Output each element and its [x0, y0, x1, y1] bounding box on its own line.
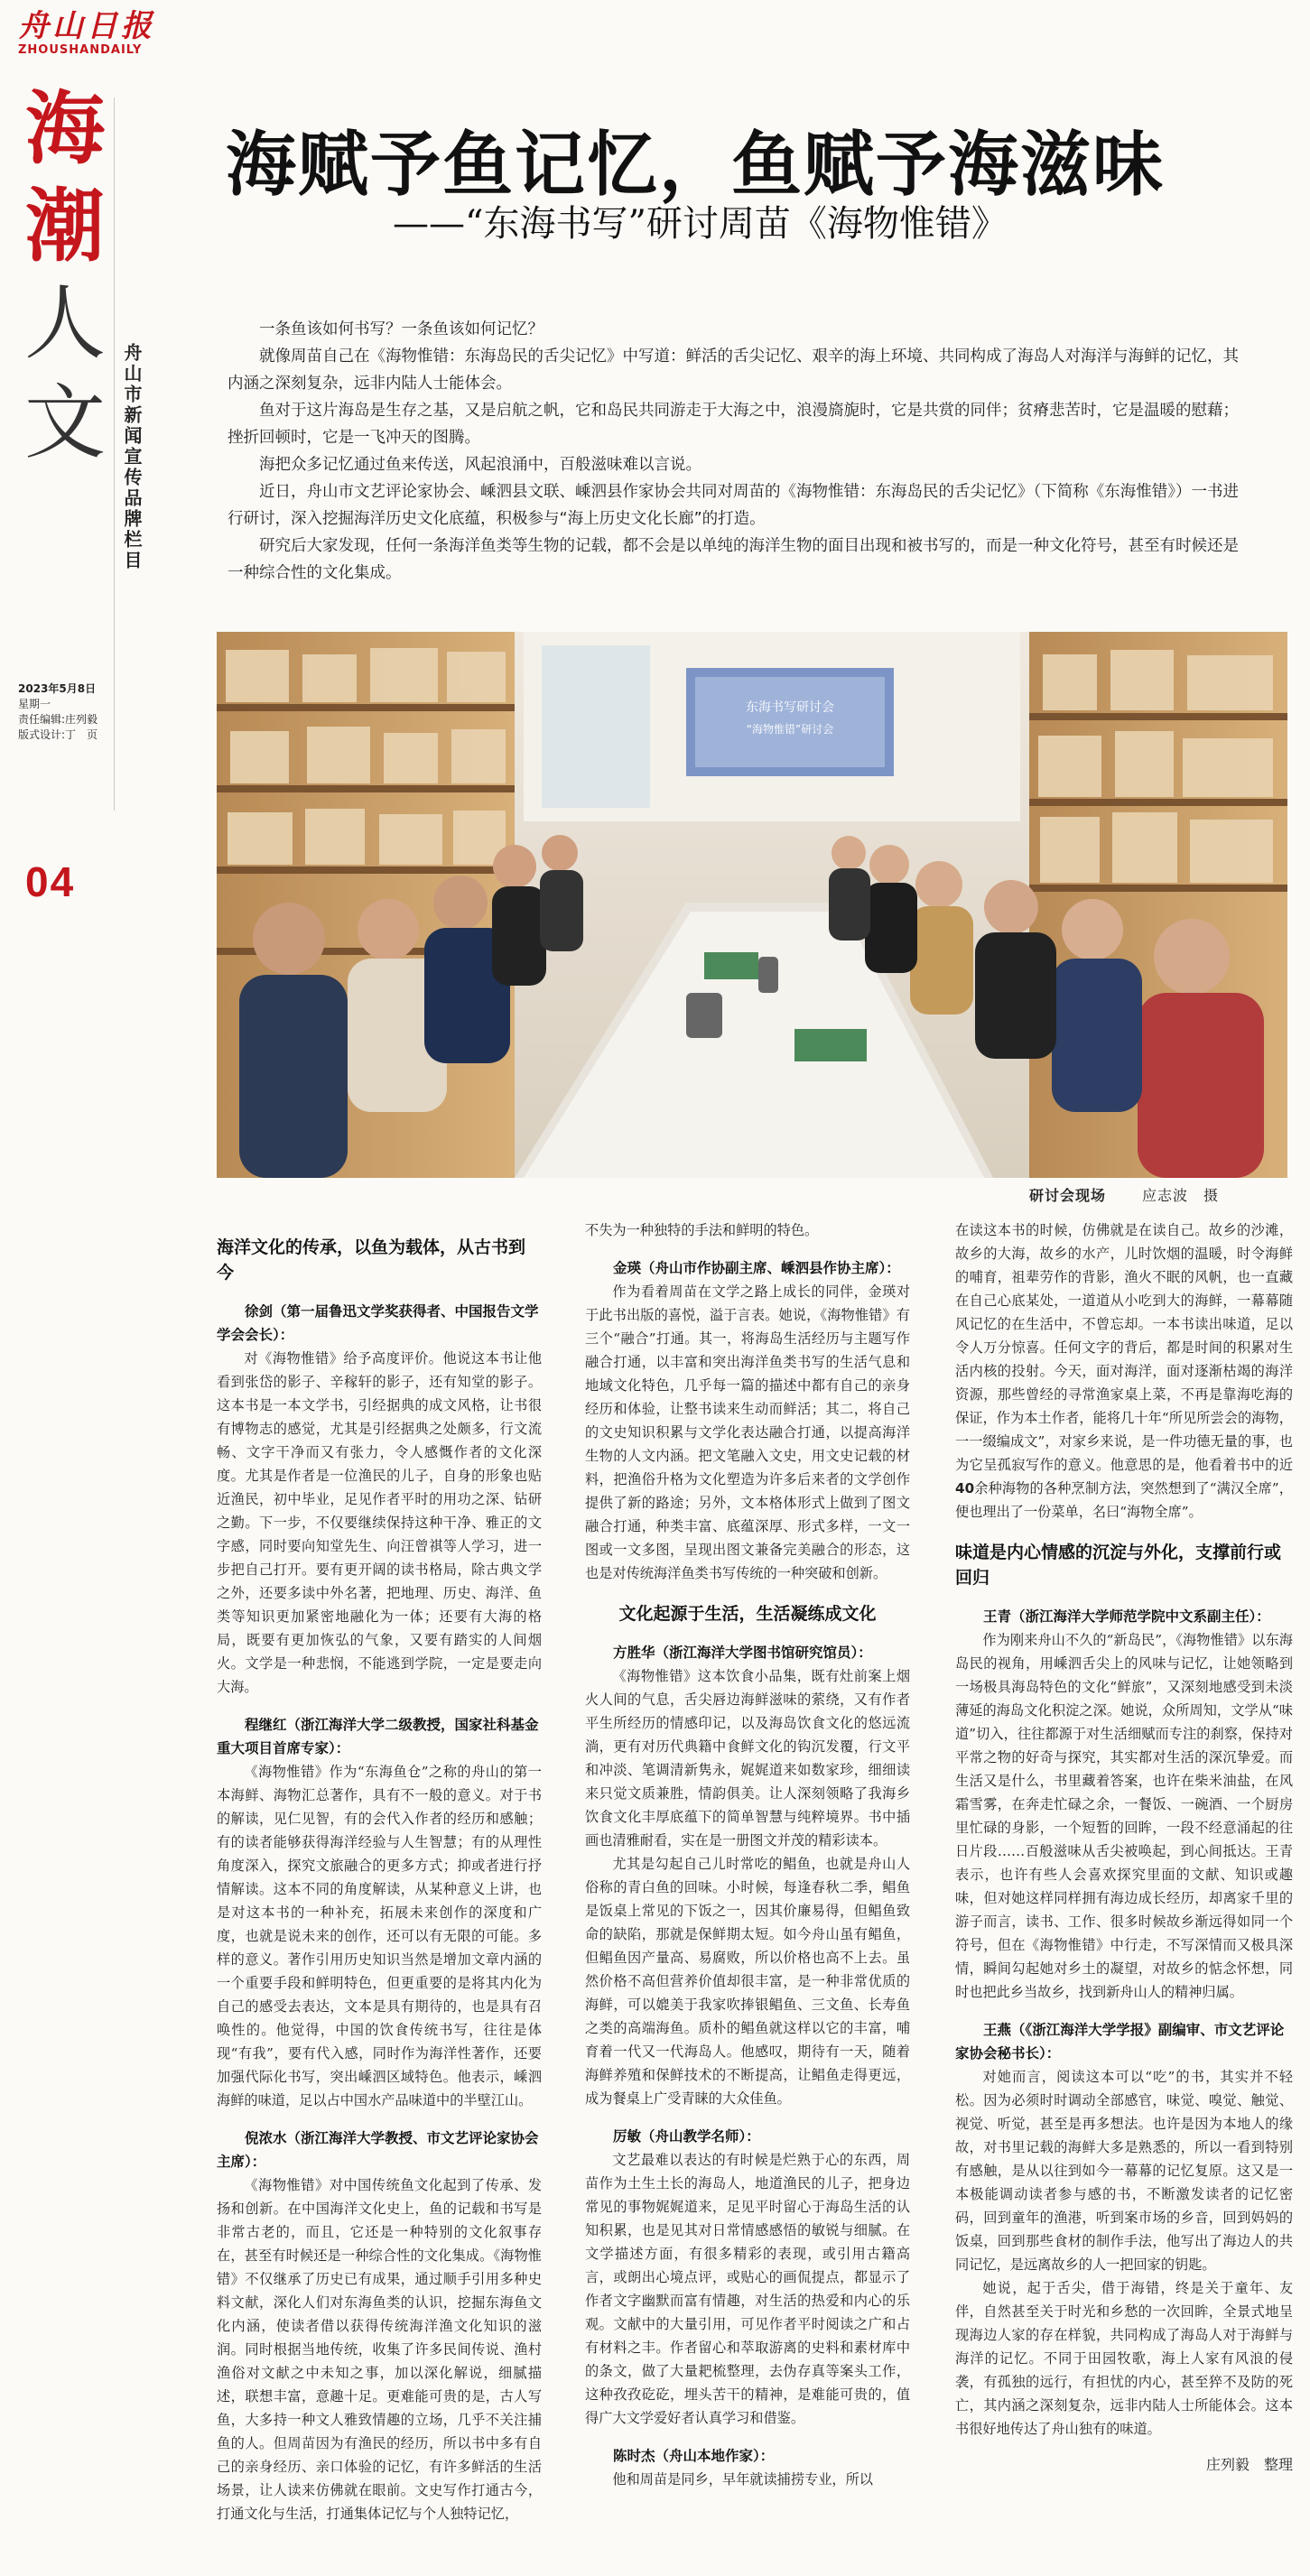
compiler-signature: 庄列毅 整理	[1205, 2456, 1293, 2473]
section-heading: 味道是内心情感的沉淀与外化，支撑前行或回归	[955, 1543, 1282, 1588]
article-lead	[228, 316, 1240, 587]
speaker-name: 程继红（浙江海洋大学二级教授，国家社科基金重大项目首席专家）：	[217, 1717, 539, 1756]
highlight-number: 40	[955, 1480, 975, 1496]
lead-paragraph: 海把众多记忆通过鱼来传送，风起浪涌中，百般滋味难以言说。	[259, 456, 701, 474]
issue-date: 2023年5月8日	[18, 682, 97, 695]
banner-text-1: 东海书写研讨会	[746, 700, 834, 715]
lead-paragraph: 就像周苗自己在《海物惟错：东海岛民的舌尖记忆》中写道：鲜活的舌尖记忆、艰辛的海上环境、共同构成了海岛人对海洋与海鲜的记忆，其内涵之深刻复杂，远非内陆人士能体会。	[228, 347, 1239, 393]
masthead	[18, 9, 155, 58]
speaker-name: 金瑛（舟山市作协副主席、嵊泗县作协主席）：	[613, 1260, 900, 1276]
speaker-remarks: 文艺最难以表达的有时候是烂熟于心的东西，周苗作为土生土长的海岛人，地道渔民的儿子，把身边常见的事物娓娓道来，足见平时留心于海岛生活的认知积累，也是见其对日常情感感悟的敏锐与细腻。在文学描述方面，有很多精彩的表现，或引用古籍高言，或朗出心境点评，或贴心的画侃提点，都显示了作者文字幽默而富有情趣，对生活的热爱和内心的乐观。文献中的大量引用，可见作者平时阅读之广和占有材料之丰。作者留心和萃取游离的史料和素材库中的条文，做了大量耙梳整理，去伪存真等案头工作，这种孜孜矻矻，埋头苦干的精神，是难能可贵的，值得广大文学爱好者认真学习和借鉴。	[585, 2152, 910, 2426]
lead-paragraph: 一条鱼该如何书写？一条鱼该如何记忆？	[259, 320, 544, 338]
seminar-scene-illustration	[217, 632, 1287, 1178]
continued-text: 不失为一种独特的手法和鲜明的特色。	[585, 1222, 819, 1238]
continued-text	[955, 1219, 1293, 1524]
speaker-remarks: 对《海物惟错》给予高度评价。他说这本书让他看到张岱的影子、辛稼轩的影子，还有知堂的影子。这本书是一本文学书，引经据典的成文风格，让书很有博物志的感觉，尤其是引经据典之处颇多，行文流畅、文字干净而又有张力，令人感慨作者的文化深度。尤其是作者是一位渔民的儿子，自身的形象也贴近渔民，初中毕业，足见作者平时的用功之深、钻研之勤。下一步，不仅要继续保持这种干净、雅正的文字感，同时要向知堂先生、向汪曾祺等人学习，进一步把自己打开。要有更开阔的读书格局，除古典文学之外，还要多读中外名著，把地理、历史、海洋、鱼类等知识更加紧密地融化为一体；还要有大海的格局，既要有更加恢弘的气象，又要有踏实的人间烟火。文学是一种悲悯，不能逃到学院，一定是要走向大海。	[217, 1350, 542, 1695]
speaker-name: 陈时杰（舟山本地作家）：	[613, 2448, 775, 2464]
column-3	[955, 1219, 1293, 2477]
speaker-remarks: 尤其是勾起自己儿时常吃的鲳鱼，也就是舟山人俗称的青白鱼的回味。小时候，每逢春秋二季，鲳鱼是饭桌上常见的下饭之一，因其价廉易得，但鲳鱼致命的缺陷，那就是保鲜期太短。如今舟山虽有鲳鱼，但鲳鱼因产量高、易腐败，所以价格也高不上去。虽然价格不高但营养价值却很丰富，是一种非常优质的海鲜，可以媲美于我家吹捧银鲳鱼、三文鱼、长寿鱼之类的高端海鱼。质朴的鲳鱼就这样以它的丰富，哺育着一代又一代海岛人。他感叹，期待有一天，随着海鲜养殖和保鲜技术的不断提高，让鲳鱼走得更远，成为餐桌上广受青睐的大众佳鱼。	[585, 1856, 910, 2107]
continued-text-b: 余种海物的各种烹制方法，突然想到了“满汉全席”，便也理出了一份菜单，名曰“海物全席”。	[955, 1480, 1293, 1520]
issue-meta	[18, 681, 98, 743]
lead-paragraph: 研究后大家发现，任何一条海洋鱼类等生物的记载，都不会是以单纯的海洋生物的面目出现和被书写的，而是一种文化符号，甚至有时候还是一种综合性的文化集成。	[228, 537, 1239, 582]
responsible-editor: 责任编辑:庄列毅	[18, 713, 98, 726]
speaker-name: 厉敏（舟山教学名师）：	[613, 2128, 760, 2145]
column-1	[217, 1219, 542, 2525]
speaker-name: 方胜华（浙江海洋大学图书馆研究馆员）：	[613, 1645, 872, 1661]
article-subhead: ——“东海书写”研讨周苗《海物惟错》	[393, 203, 1008, 245]
article-headline: 海赋予鱼记忆，鱼赋予海滋味	[226, 124, 1166, 206]
banner-text-2: “海物惟错”研讨会	[746, 723, 834, 736]
photo-credit: 应志波 摄	[1142, 1187, 1220, 1204]
speaker-name: 王青（浙江海洋大学师范学院中文系副主任）：	[983, 1608, 1270, 1625]
speaker-remarks: 《海物惟错》这本饮食小品集，既有灶前案上烟火人间的气息，舌尖唇边海鲜滋味的萦绕，又有作者平生所经历的情感印记，以及海岛饮食文化的悠远流淌，更有对历代典籍中食鲜文化的钩沉发覆，行文平和冲淡、笔调清新隽永，娓娓道来如数家珍，细细读来只觉文质兼胜，情韵俱美。让人深刻领略了我海乡饮食文化丰厚底蕴下的简单智慧与纯粹境界。书中插画也清雅耐看，实在是一册图文并茂的精彩读本。	[585, 1668, 910, 1849]
section-heading: 海洋文化的传承，以鱼为载体，从古书到今	[217, 1237, 526, 1283]
speaker-remarks: 作为看着周苗在文学之路上成长的同伴，金瑛对于此书出版的喜悦，溢于言表。她说，《海物惟错》有三个“融合”打通。其一，将海岛生活经历与主题写作融合打通，以丰富和突出海洋鱼类书写的生活气息和地域文化特色，几乎每一篇的描述中都有自己的亲身经历和体验，让整书读来生动而鲜活；其二，将自己的文史知识积累与文学化表达融合打通，以提高海洋生物的人文内涵。把文笔融入文史，用文史记载的材料，把渔俗升格为文化塑造为许多后来者的文学创作提供了新的路途；另外，文本格体形式上做到了图文融合打通，种类丰富、底蕴深厚、形式多样，一文一图或一文多图，呈现出图文兼备完美融合的形态，这也是对传统海洋鱼类书写传统的一种突破和创新。	[585, 1283, 910, 1581]
speaker-remarks: 她说，起于舌尖，借于海错，终是关于童年、友伴，自然甚至关于时光和乡愁的一次回眸，全景式地呈现海边人家的存在样貌，共同构成了海岛人对于海鲜与海洋的记忆。不同于田园牧歌，海上人家有风浪的侵袭，有孤独的远行，有担忧的内心，甚至猝不及防的死亡，其内涵之深刻复杂，远非内陆人士所能体会。这本书很好地传达了舟山独有的味道。	[955, 2280, 1293, 2437]
layout-designer: 版式设计:丁 页	[18, 728, 98, 741]
speaker-remarks: 他和周苗是同乡，早年就读捕捞专业，所以	[612, 2471, 873, 2488]
lead-paragraph: 近日，舟山市文艺评论家协会、嵊泗县文联、嵊泗县作家协会共同对周苗的《海物惟错：东海岛民的舌尖记忆》（下简称《东海惟错》）一书进行研讨，深入挖掘海洋历史文化底蕴，积极参与“海上历史文化长廊”的打造。	[228, 483, 1239, 528]
column-2	[585, 1219, 910, 2491]
rail-divider	[114, 97, 115, 811]
brand-char-hai: 海	[24, 81, 105, 175]
brand-char-ren: 人	[24, 276, 106, 371]
continued-text-a: 在读这本书的时候，仿佛就是在读自己。故乡的沙滩，故乡的大海，故乡的水产，儿时饮烟的温暖，时令海鲜的哺育，祖辈劳作的背影，渔火不眠的风帆，也一直藏在自己心底某处，一道道从小吃到大的海鲜，一幕幕随风记忆的在生活中，不曾忘却。一本书读出味道，足以令人万分惊喜。任何文字的背后，都是时间的积累对生活内核的投射。今天，面对海洋，面对逐渐枯竭的海洋资源，那些曾经的寻常渔家桌上菜，不再是靠海吃海的保证，作为本土作者，能将几十年“所见所尝会的海物，一一缀编成文”，对家乡来说，是一件功德无量的事，也为它呈孤寂写作的意义。他意思的是，他看着书中的近	[955, 1222, 1293, 1473]
caption-text: 研讨会现场	[1029, 1187, 1107, 1204]
speaker-name: 徐剑（第一届鲁迅文学奖获得者、中国报告文学学会会长）：	[217, 1303, 539, 1343]
speaker-name: 倪浓水（浙江海洋大学教授、市文艺评论家协会主席）：	[217, 2130, 539, 2170]
brand-char-chao: 潮	[24, 179, 105, 273]
speaker-name: 王燕（《浙江海洋大学学报》副编审、市文艺评论家协会秘书长）：	[955, 2022, 1285, 2062]
brand-vertical-caption: 舟山市新闻宣传品牌栏目	[121, 343, 143, 571]
speaker-remarks: 对她而言，阅读这本可以“吃”的书，其实并不轻松。因为必须时时调动全部感官，味觉、嗅觉、触觉、视觉、听觉，甚至是再多想法。也许是因为本地人的缘故，对书里记载的海鲜大多是熟悉的，所以一看到特别有感触，是从以往到如今一幕幕的记忆复原。这又是一本极能调动读者参与感的书，不断激发读者的记忆密码，回到童年的渔港，听到案市场的乡音，回到妈妈的饭桌，回到那些食材的制作手法，他写出了海边人的共同记忆，是远离故乡的人一把回家的钥匙。	[955, 2069, 1293, 2273]
speaker-remarks: 《海物惟错》作为“东海鱼仓”之称的舟山的第一本海鲜、海物汇总著作，具有不一般的意义。对于书的解读，见仁见智，有的会代入作者的经历和感触；有的读者能够获得海洋经验与人生智慧；有的从理性角度深入，探究文旅融合的更多方式；抑或者进行抒情解读。这本不同的角度解读，从某种意义上讲，也是对这本书的一种补充，拓展未来创作的深度和广度，也就是说未来的创作，还可以有无限的可能。多样的意义。著作引用历史知识当然是增加文章内涵的一个重要手段和鲜明特色，但更重要的是将其内化为自己的感受去表达，文本是具有期待的，也是具有召唤性的。他觉得，中国的饮食传统书写，往往是体现“有我”，要有代入感，同时作为海洋性著作，还要加强代际化书写，突出嵊泗区域特色。他表示，嵊泗海鲜的味道，足以占中国水产品味道中的半壁江山。	[217, 1764, 542, 2108]
page-number: 04	[25, 858, 76, 905]
issue-weekday: 星期一	[18, 698, 51, 710]
speaker-remarks: 《海物惟错》对中国传统鱼文化起到了传承、发扬和创新。在中国海洋文化史上，鱼的记载和书写是非常古老的，而且，它还是一种特别的文化叙事存在，甚至有时候还是一种综合性的文化集成。《海物惟错》不仅继承了历史已有成果，通过顺手引用多种史料文献，深化人们对东海鱼类的认识，挖掘东海鱼文化内涵，使读者借以获得传统海洋渔文化知识的滋润。同时根据当地传统，收集了许多民间传说、渔村渔俗对文献之中未知之事，加以深化解说，细腻描述，联想丰富，意趣十足。更难能可贵的是，古人写鱼，大多持一种文人雅致情趣的立场，几乎不关注捕鱼的人。但周苗因为有渔民的经历，所以书中多有自己的亲身经历、亲口体验的记忆，有许多鲜活的生活场景，让人读来仿佛就在眼前。文史写作打通古今，打通文化与生活，打通集体记忆与个人独特记忆，	[217, 2177, 542, 2522]
section-heading: 文化起源于生活，生活凝练成文化	[618, 1604, 877, 1624]
seminar-photo[interactable]	[217, 632, 1287, 1178]
newspaper-logo[interactable]: 舟山日报	[18, 8, 155, 44]
column-brand-title	[20, 79, 110, 473]
speaker-remarks: 作为刚来舟山不久的“新岛民”，《海物惟错》以东海岛民的视角，用嵊泗舌尖上的风味与记忆，让她领略到一场极具海岛特色的文化“鲜旅”，又深刻地感受到未淡薄延的海岛文化积淀之深。她说，众所周知，文学从“味道”切入，往往都源于对生活细赋而专注的刹察，保持对平常之物的好奇与探究，其实都对生活的深沉挚爱。而生活又是什么，书里藏着答案，也许在柴米油盐，在风霜雪雾，在奔走忙碌之余，一餐饭、一碗酒、一个厨房里忙碌的身影，一个短暂的回眸，一段不经意涌起的往日片段……百般滋味从舌尖被唤起，到心间抵达。王青表示，也许有些人会喜欢探究里面的文献、知识或趣味，但对她这样同样拥有海边成长经历，却离家千里的游子而言，读书、工作、很多时候故乡渐远得如同一个符号，但在《海物惟错》中行走，不写深情而又极具深情，瞬间勾起她对乡土的凝望，对故乡的惦念怀想，同时也把此乡当故乡，找到新舟山人的精神归属。	[955, 1632, 1293, 2000]
brand-char-wen: 文	[24, 375, 106, 470]
newspaper-logo-sub: ZHOUSHANDAILY	[18, 43, 143, 57]
lead-paragraph: 鱼对于这片海岛是生存之基，又是启航之帆，它和岛民共同游走于大海之中，浪漫旖旎时，它是共赏的同伴；贫瘠悲苦时，它是温暖的慰藉；挫折回顿时，它是一飞冲天的图腾。	[228, 402, 1239, 447]
photo-caption	[1029, 1184, 1219, 1205]
